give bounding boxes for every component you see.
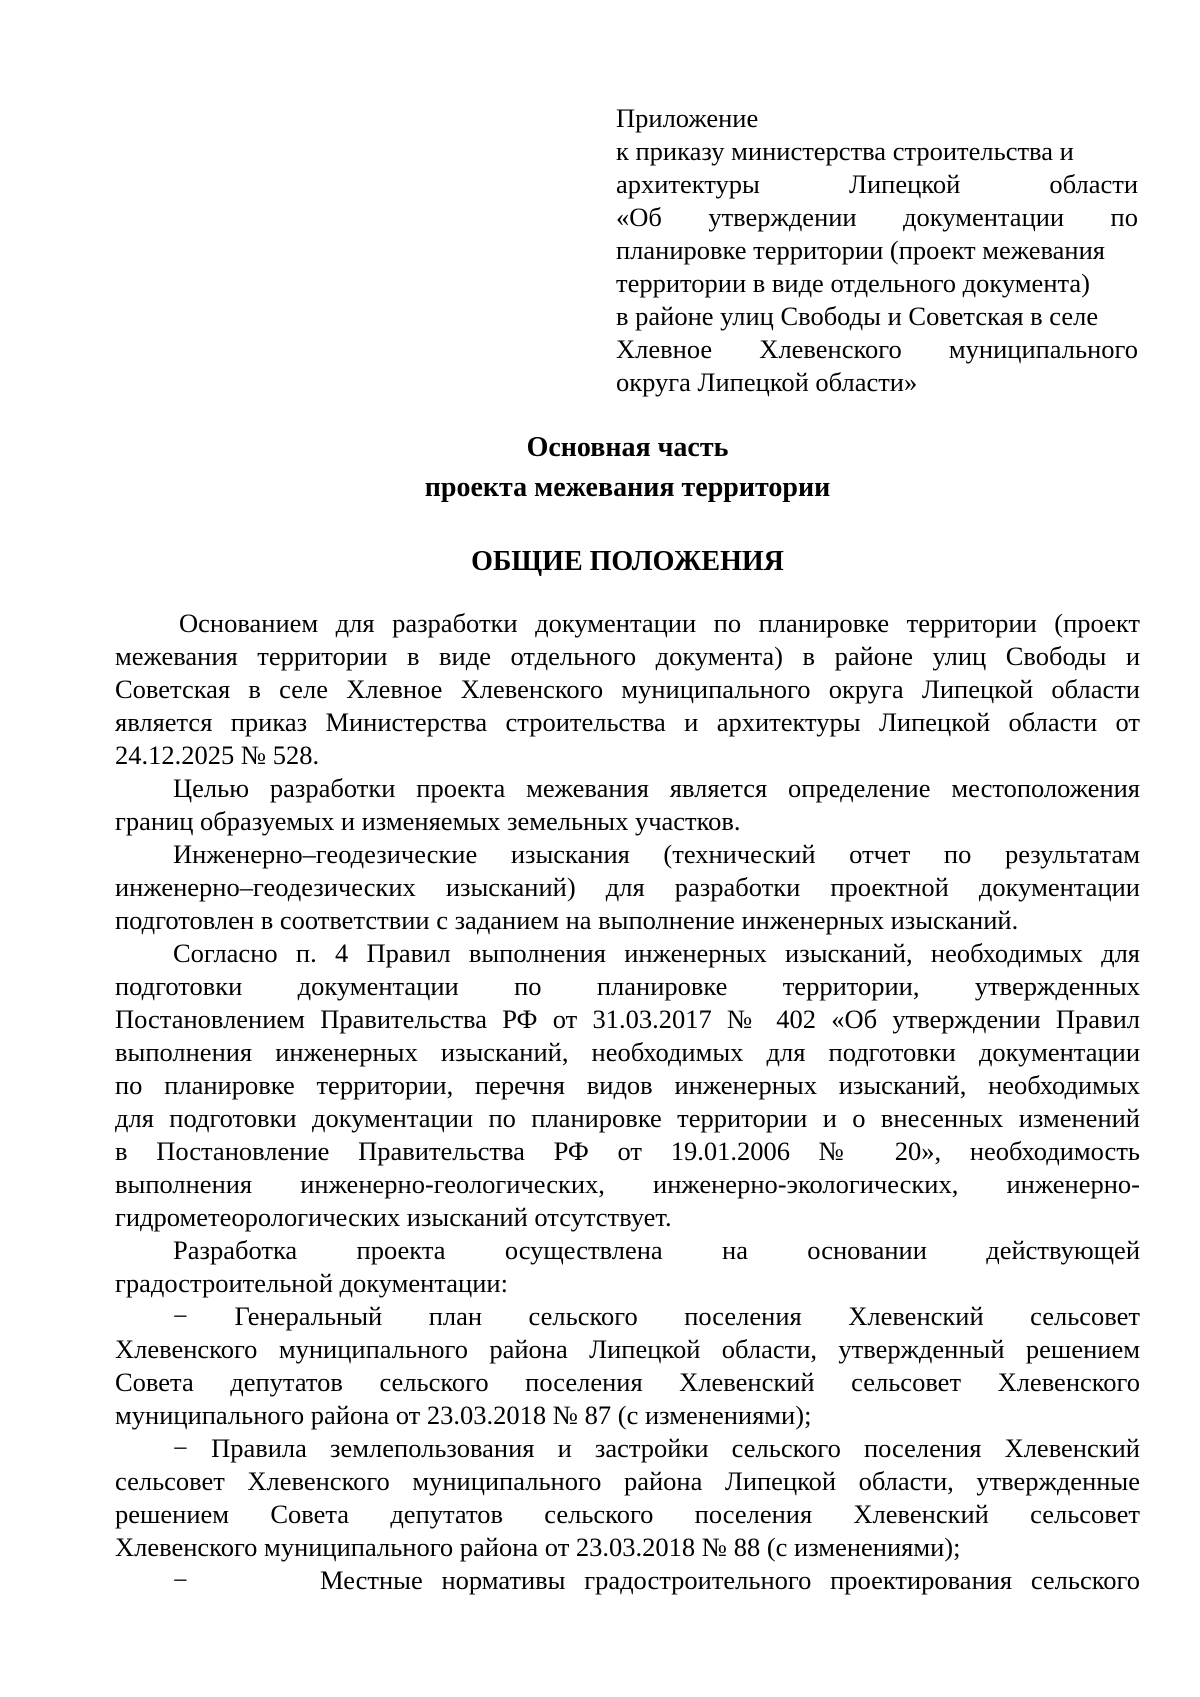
text-line: в Постановление Правительства РФ от 19.01.2006 № 20», необходимость (115, 1136, 1140, 1166)
text-line: Хлевенского муниципального района от 23.03.2018 № 88 (с изменениями); (115, 1532, 961, 1562)
title-line-1: Основная часть (526, 432, 729, 463)
text-line: Совета депутатов сельского поселения Хлевенский сельсовет Хлевенского (115, 1367, 1140, 1397)
text-line: подготовки документации по планировке территории, утвержденных (115, 971, 1140, 1001)
text-line (115, 1300, 1140, 1333)
appendix-line: планировке территории (проект межевания (616, 235, 1105, 265)
paragraph-development (115, 1234, 1140, 1300)
document-body (115, 607, 1140, 1597)
section-heading: ОБЩИЕ ПОЛОЖЕНИЯ (471, 546, 784, 577)
text-line: подготовлен в соответствии с заданием на выполнение инженерных изысканий. (115, 905, 1019, 935)
text-line: 24.12.2025 № 528. (115, 740, 320, 770)
text-line: границ образуемых и изменяемых земельных участков. (115, 806, 741, 836)
appendix-header (616, 102, 1138, 399)
text-line: межевания территории в виде отдельного документа) в районе улиц Свободы и (115, 641, 1140, 671)
appendix-line: Приложение (616, 103, 759, 133)
text-line: Целью разработки проекта межевания является определение местоположения (173, 773, 1140, 803)
paragraph-basis (115, 607, 1140, 772)
text-line: Основанием для разработки документации по планировке территории (проект (179, 608, 1140, 638)
title-line-2: проекта межевания территории (424, 472, 831, 503)
text-line: Разработка проекта осуществлена на основании действующей (173, 1235, 1140, 1265)
text-line: Постановлением Правительства РФ от 31.03.2017 № 402 «Об утверждении Правил (115, 1004, 1140, 1034)
text-line: для подготовки документации по планировке территории и о внесенных изменений (115, 1103, 1140, 1133)
appendix-line: «Об утверждении документации по (616, 202, 1138, 232)
list-item-general-plan (115, 1300, 1140, 1432)
appendix-line: Хлевное Хлевенского муниципального (616, 334, 1138, 364)
list-item-text: Генеральный план сельского поселения Хлевенский сельсовет (234, 1301, 1141, 1331)
appendix-line: архитектуры Липецкой области (616, 169, 1138, 199)
text-line: Хлевенского муниципального района Липецкой области, утвержденный решением (115, 1334, 1140, 1364)
list-item-zoning-rules (115, 1432, 1140, 1564)
list-item-text: Местные нормативы градостроительного проектирования сельского (320, 1565, 1140, 1595)
text-line: муниципального района от 23.03.2018 № 87 (с изменениями); (115, 1400, 812, 1430)
text-line: Инженерно–геодезические изыскания (технический отчет по результатам (173, 839, 1140, 869)
text-line: Согласно п. 4 Правил выполнения инженерных изысканий, необходимых для (173, 938, 1140, 968)
list-item-local-standards (115, 1564, 1140, 1597)
text-line: по планировке территории, перечня видов инженерных изысканий, необходимых (115, 1070, 1140, 1100)
text-line: − Правила землепользования и застройки сельского поселения Хлевенский (173, 1433, 1140, 1463)
text-line: сельсовет Хлевенского муниципального района Липецкой области, утвержденные (115, 1466, 1140, 1496)
appendix-line: территории в виде отдельного документа) (616, 268, 1090, 298)
appendix-line: в районе улиц Свободы и Советская в селе (616, 301, 1099, 331)
list-dash: − (173, 1565, 188, 1595)
text-line: градостроительной документации: (115, 1268, 508, 1298)
list-dash: − (173, 1301, 188, 1331)
paragraph-surveys (115, 838, 1140, 937)
paragraph-goal (115, 772, 1140, 838)
text-line: решением Совета депутатов сельского поселения Хлевенский сельсовет (115, 1499, 1140, 1529)
text-line: является приказ Министерства строительства и архитектуры Липецкой области от (115, 707, 1140, 737)
text-line: гидрометеорологических изысканий отсутствует. (115, 1202, 672, 1232)
text-line: выполнения инженерных изысканий, необходимых для подготовки документации (115, 1037, 1140, 1067)
appendix-line: округа Липецкой области» (616, 367, 918, 397)
text-line: выполнения инженерно-геологических, инженерно-экологических, инженерно- (115, 1169, 1140, 1199)
text-line: Советская в селе Хлевное Хлевенского муниципального округа Липецкой области (115, 674, 1140, 704)
document-title (115, 428, 1140, 508)
paragraph-rules (115, 937, 1140, 1234)
text-line: инженерно–геодезических изысканий) для разработки проектной документации (115, 872, 1140, 902)
appendix-line: к приказу министерства строительства и (616, 136, 1074, 166)
text-line (115, 1564, 1140, 1597)
